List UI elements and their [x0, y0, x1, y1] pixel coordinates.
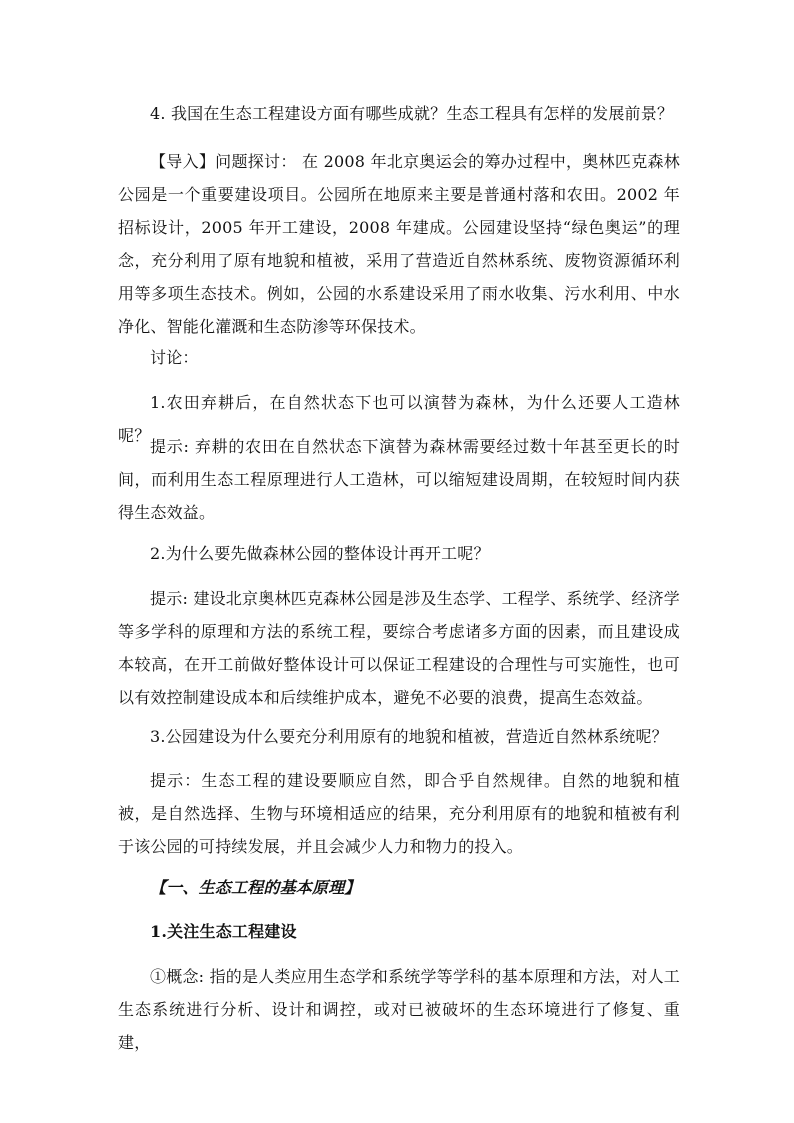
question-2: 2.为什么要先做森林公园的整体设计再开工呢？ [150, 544, 490, 563]
discuss-label: 讨论： [150, 348, 199, 367]
intro-text: 问题探讨： 在 2008 年北京奥运会的筹办过程中，奥林匹克森林公园是一个重要建设项目。公园所在地原来主要是普通村落和农田。2002 年招标设计，2005 年开工建设，2008 年建成。公园建设坚持“绿色奥运”的理念，充分利用了原有地貌和植被，采用了营造近自然林系统、废物资源循环利用等多项生态技术。例如，公园的水系建设采用了雨水收集、污水利用、中水净化、智能化灌溉和生态防渗等环保技术。 [118, 152, 680, 336]
question-4: 4. 我国在生态工程建设方面有哪些成就？生态工程具有怎样的发展前景？ [150, 104, 674, 123]
hint-2: 提示: 建设北京奥林匹克森林公园是涉及生态学、工程学、系统学、经济学等多学科的原理和方法的系统工程，要综合考虑诸多方面的因素，而且建设成本较高，在开工前做好整体设计可以保证工程建设的合理性与可实施性，也可以有效控制建设成本和后续维护成本，避免不必要的浪费，提高生态效益。 [118, 589, 680, 707]
hint-3: 提示：生态工程的建设要顺应自然，即合乎自然规律。自然的地貌和植被，是自然选择、生物与环境相适应的结果，充分利用原有的地貌和植被有利于该公园的可持续发展，并且会减少人力和物力的投入。 [118, 771, 680, 856]
question-1: 1.农田弃耕后，在自然状态下也可以演替为森林，为什么还要人工造林呢？ [118, 393, 680, 445]
intro-paragraph [118, 145, 680, 343]
intro-label: 【导入】 [150, 152, 216, 171]
subsection-title: 1.关注生态工程建设 [150, 922, 297, 941]
section-title: 【一、生态工程的基本原理】 [150, 878, 361, 897]
question-3: 3.公园建设为什么要充分利用原有的地貌和植被，营造近自然林系统呢？ [150, 727, 668, 746]
hint-1: 提示: 弃耕的农田在自然状态下演替为森林需要经过数十年甚至更长的时间，而利用生态工程原理进行人工造林，可以缩短建设周期，在较短时间内获得生态效益。 [118, 437, 680, 522]
concept-paragraph: ①概念: 指的是人类应用生态学和系统学等学科的基本原理和方法，对人工生态系统进行分析、设计和调控，或对已被破坏的生态环境进行了修复、重建， [118, 967, 680, 1052]
